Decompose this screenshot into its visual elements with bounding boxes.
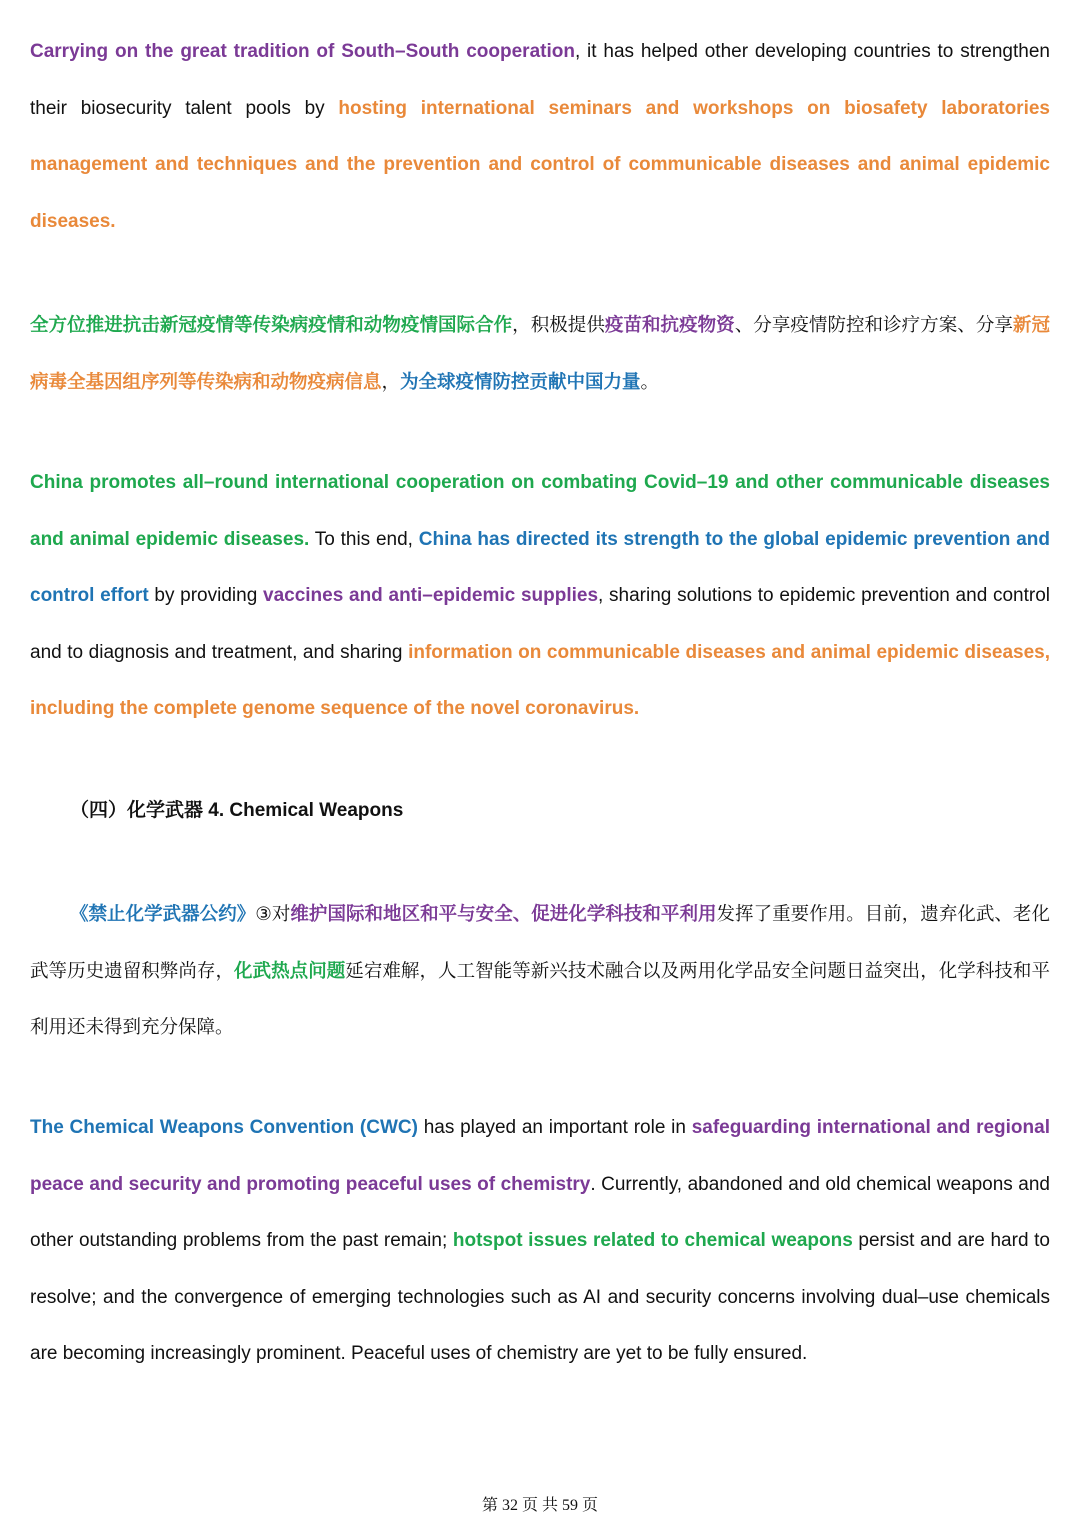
paragraph-en-covid-cooperation: [30, 455, 1050, 738]
paragraph-zh-covid-cooperation: [30, 297, 1050, 410]
highlight-phrase: 新冠病毒全基因组序列等传染病和动物疫病信息: [30, 314, 1050, 392]
highlight-phrase: China promotes all–round international cooperation on combating Covid–19 and other communicable diseases and animal epidemic diseases.: [30, 472, 1050, 550]
body-text: has played an important role in: [417, 1117, 692, 1138]
highlight-phrase: The Chemical Weapons Convention (CWC): [30, 1117, 418, 1138]
body-text: . Currently, abandoned and old chemical weapons and other outstanding problems from the past remain;: [30, 1173, 1050, 1251]
highlight-phrase: 化武热点问题: [234, 959, 346, 981]
highlight-phrase: 疫苗和抗疫物资: [604, 314, 735, 335]
highlight-phrase: China has directed its strength to the global epidemic prevention and control effort: [30, 528, 1050, 606]
highlight-phrase: 全方位推进抗击新冠疫情等传染病疫情和动物疫情国际合作: [30, 314, 513, 335]
body-text: persist and are hard to resolve; and the convergence of emerging technologies such as AI and security concerns involving dual–use chemicals are becoming increasingly prominent. Peaceful uses of chemistry are yet to be fully ensured.: [30, 1230, 1050, 1364]
highlight-phrase: hosting international seminars and workshops on biosafety laboratories management and techniques and the prevention and control of communicable diseases and animal epidemic diseases.: [30, 97, 1050, 232]
body-text: To this end,: [309, 528, 419, 550]
body-text: , it has helped other developing countries to strengthen their biosecurity talent pools by: [30, 41, 1050, 119]
highlight-phrase: 维护国际和地区和平与安全、促进化学科技和平利用: [290, 903, 717, 924]
page-number-footer: 第 32 页 共 59 页: [481, 1497, 598, 1514]
body-text: by providing: [148, 585, 263, 606]
body-text: 。: [640, 370, 660, 392]
highlight-phrase: 为全球疫情防控贡献中国力量: [400, 370, 641, 392]
paragraph-en-cwc: [30, 1100, 1050, 1383]
body-text: 、分享疫情防控和诊疗方案、分享: [734, 314, 1013, 335]
body-text: 延宕难解，人工智能等新兴技术融合以及两用化学品安全问题日益突出，化学科技和平利用还未得到充分保障。: [30, 959, 1050, 1037]
body-text: 发挥了重要作用。目前，遗弃化武、老化武等历史遗留积弊尚存，: [30, 903, 1050, 981]
highlight-phrase: 《禁止化学武器公约》: [70, 903, 256, 924]
paragraph-zh-cwc: [30, 886, 1050, 1056]
body-text: , sharing solutions to epidemic prevention and control and to diagnosis and treatment, and sharing: [30, 585, 1051, 663]
highlight-phrase: safeguarding international and regional peace and security and promoting peaceful uses of chemistry: [30, 1117, 1050, 1195]
body-text: ③对: [255, 903, 291, 924]
section-heading: （四）化学武器 4. Chemical Weapons: [70, 800, 404, 821]
highlight-phrase: hotspot issues related to chemical weapons: [452, 1230, 853, 1251]
highlight-phrase: Carrying on the great tradition of South–South cooperation: [30, 41, 575, 62]
paragraph-south-south-cooperation: [30, 24, 1050, 250]
highlight-phrase: information on communicable diseases and animal epidemic diseases, including the complete genome sequence of the novel coronavirus.: [30, 641, 1050, 719]
body-text: ，: [381, 370, 401, 392]
highlight-phrase: vaccines and anti–epidemic supplies: [263, 585, 599, 606]
body-text: ，积极提供: [512, 314, 605, 335]
